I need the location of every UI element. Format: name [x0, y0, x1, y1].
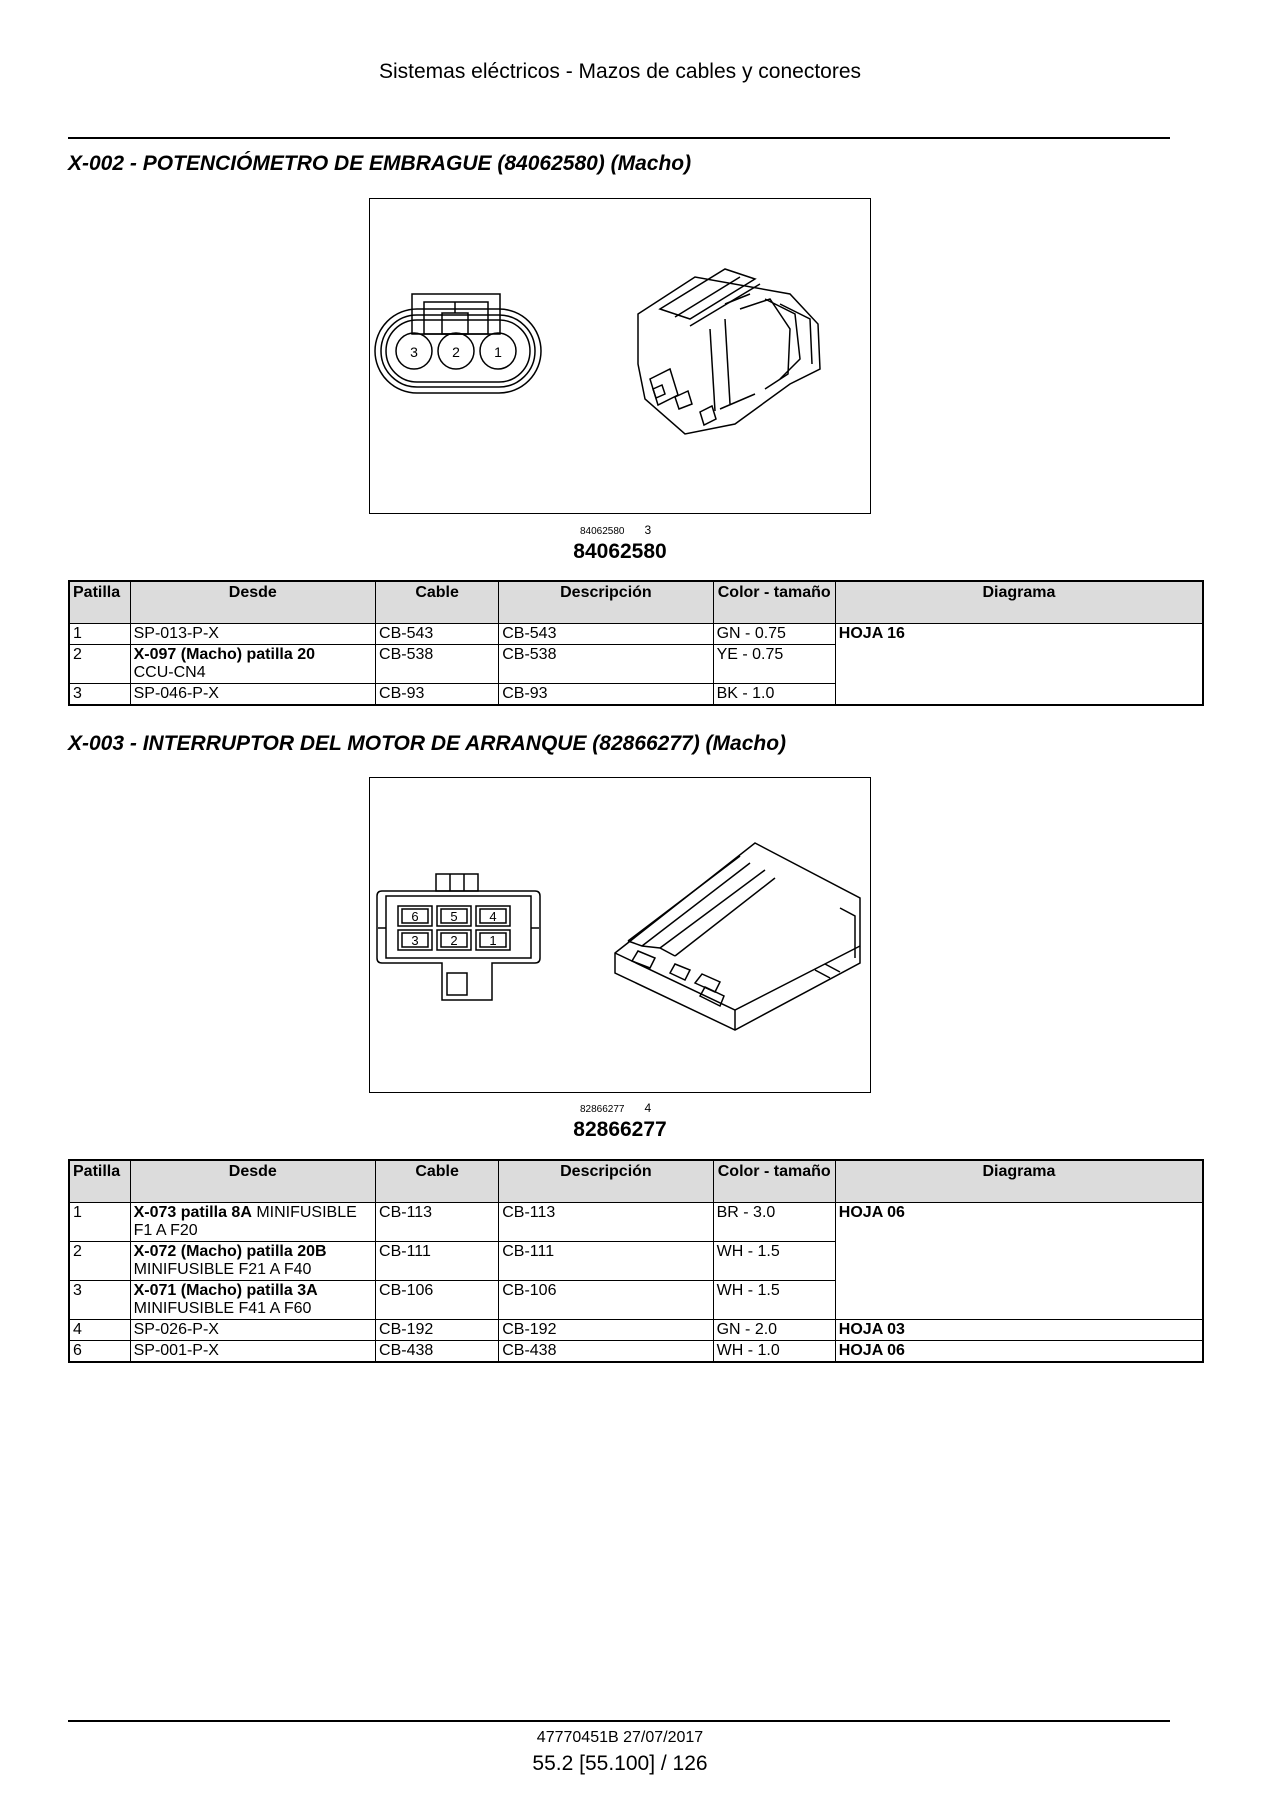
- figure-number: 4: [644, 1101, 652, 1115]
- figure-part-code: 84062580: [580, 526, 625, 537]
- cell-from-text: SP-026-P-X: [133, 1321, 219, 1338]
- cell-from-text: SP-046-P-X: [133, 685, 219, 702]
- cell-from-text: MINIFUSIBLE F21 A F40: [133, 1261, 312, 1278]
- section-title: X-002 - POTENCIÓMETRO DE EMBRAGUE (84062580) (Macho): [68, 152, 692, 175]
- cell-diagram: [835, 1320, 1203, 1341]
- cell-from: [130, 1281, 375, 1320]
- diagram-link-text: HOJA 06: [838, 1204, 905, 1221]
- cell-from: [130, 624, 375, 645]
- cell-color: WH - 1.5: [713, 1242, 835, 1281]
- connector-drawing: [370, 199, 872, 515]
- col-header-description: Descripción: [499, 1160, 713, 1203]
- col-header-cable: Cable: [376, 581, 499, 624]
- cell-from-text: MINIFUSIBLE F1 A F20: [133, 1204, 357, 1239]
- table-header-row: [69, 581, 1203, 624]
- cell-from: [130, 684, 375, 706]
- diagram-link-text: HOJA 16: [838, 625, 905, 642]
- diagram-link-text: HOJA 06: [838, 1342, 905, 1359]
- cell-cable: CB-543: [376, 624, 499, 645]
- cell-cable: CB-538: [376, 645, 499, 684]
- figure-part-code: 82866277: [580, 1104, 625, 1115]
- cell-color: GN - 2.0: [713, 1320, 835, 1341]
- cell-description: CB-543: [499, 624, 713, 645]
- connector-drawing: [370, 778, 872, 1094]
- cell-description: CB-106: [499, 1281, 713, 1320]
- pin-label: 1: [494, 344, 502, 360]
- cell-color: BK - 1.0: [713, 684, 835, 706]
- col-header-pin: Patilla: [69, 1160, 130, 1203]
- cell-diagram: [835, 1341, 1203, 1363]
- table-row: [69, 624, 1203, 645]
- figure-caption: 84062580: [573, 540, 667, 563]
- pin-label: 2: [450, 933, 458, 948]
- col-header-from: Desde: [130, 1160, 375, 1203]
- figure-reference: [580, 523, 651, 537]
- col-header-from: Desde: [130, 581, 375, 624]
- figure-caption: 82866277: [573, 1118, 667, 1141]
- table-row: [69, 1320, 1203, 1341]
- col-header-diagram: Diagrama: [835, 1160, 1203, 1203]
- cell-pin: 3: [69, 1281, 130, 1320]
- connector-figure: [369, 198, 871, 514]
- figure-number: 3: [644, 523, 652, 537]
- col-header-diagram: Diagrama: [835, 581, 1203, 624]
- cell-color: GN - 0.75: [713, 624, 835, 645]
- cell-from-bold: X-097 (Macho) patilla 20: [133, 646, 315, 663]
- cell-from-text: SP-013-P-X: [133, 625, 219, 642]
- cell-description: CB-111: [499, 1242, 713, 1281]
- cell-description: CB-93: [499, 684, 713, 706]
- footer-document-id: 47770451B 27/07/2017: [536, 1729, 704, 1746]
- pin-label: 4: [489, 909, 497, 924]
- cell-color: WH - 1.0: [713, 1341, 835, 1363]
- cell-cable: CB-438: [376, 1341, 499, 1363]
- pin-label: 5: [450, 909, 458, 924]
- pin-label: 3: [411, 933, 419, 948]
- figure-reference: [580, 1101, 651, 1115]
- cell-diagram: [835, 624, 1203, 706]
- cell-from-text: CCU-CN4: [133, 664, 206, 681]
- cell-from-bold: X-071 (Macho) patilla 3A: [133, 1282, 318, 1299]
- cell-color: BR - 3.0: [713, 1203, 835, 1242]
- cell-cable: CB-113: [376, 1203, 499, 1242]
- cell-from: [130, 645, 375, 684]
- cell-pin: 1: [69, 624, 130, 645]
- connector-figure: [369, 777, 871, 1093]
- diagram-link-text: HOJA 03: [838, 1321, 905, 1338]
- col-header-pin: Patilla: [69, 581, 130, 624]
- cell-from-bold: X-072 (Macho) patilla 20B: [133, 1243, 327, 1260]
- pin-label: 3: [410, 344, 418, 360]
- page-header-title: Sistemas eléctricos - Mazos de cables y conectores: [378, 60, 862, 83]
- cell-cable: CB-93: [376, 684, 499, 706]
- connector-table: [68, 580, 1204, 706]
- col-header-color-size: Color - tamaño: [713, 1160, 835, 1203]
- cell-from-bold: X-073 patilla 8A: [133, 1204, 252, 1221]
- cell-description: CB-438: [499, 1341, 713, 1363]
- cell-description: CB-538: [499, 645, 713, 684]
- footer-rule: [68, 1720, 1170, 1722]
- cell-from-text: SP-001-P-X: [133, 1342, 219, 1359]
- cell-color: YE - 0.75: [713, 645, 835, 684]
- cell-pin: 1: [69, 1203, 130, 1242]
- table-row: [69, 1341, 1203, 1363]
- cell-from-text: MINIFUSIBLE F41 A F60: [133, 1300, 312, 1317]
- connector-table: [68, 1159, 1204, 1363]
- cell-cable: CB-111: [376, 1242, 499, 1281]
- cell-pin: 6: [69, 1341, 130, 1363]
- cell-from: [130, 1203, 375, 1242]
- cell-description: CB-192: [499, 1320, 713, 1341]
- section-title: X-003 - INTERRUPTOR DEL MOTOR DE ARRANQUE (82866277) (Macho): [68, 732, 787, 755]
- cell-pin: 4: [69, 1320, 130, 1341]
- pin-label: 2: [452, 344, 460, 360]
- table-header-row: [69, 1160, 1203, 1203]
- cell-pin: 2: [69, 645, 130, 684]
- cell-color: WH - 1.5: [713, 1281, 835, 1320]
- cell-pin: 3: [69, 684, 130, 706]
- cell-from: [130, 1320, 375, 1341]
- header-rule: [68, 137, 1170, 139]
- table-row: [69, 1203, 1203, 1242]
- cell-from: [130, 1341, 375, 1363]
- col-header-description: Descripción: [499, 581, 713, 624]
- cell-from: [130, 1242, 375, 1281]
- cell-pin: 2: [69, 1242, 130, 1281]
- col-header-cable: Cable: [376, 1160, 499, 1203]
- cell-diagram: [835, 1203, 1203, 1320]
- pin-label: 1: [489, 933, 497, 948]
- cell-cable: CB-192: [376, 1320, 499, 1341]
- footer-page-number: 55.2 [55.100] / 126: [532, 1752, 708, 1775]
- cell-cable: CB-106: [376, 1281, 499, 1320]
- cell-description: CB-113: [499, 1203, 713, 1242]
- pin-label: 6: [411, 909, 419, 924]
- col-header-color-size: Color - tamaño: [713, 581, 835, 624]
